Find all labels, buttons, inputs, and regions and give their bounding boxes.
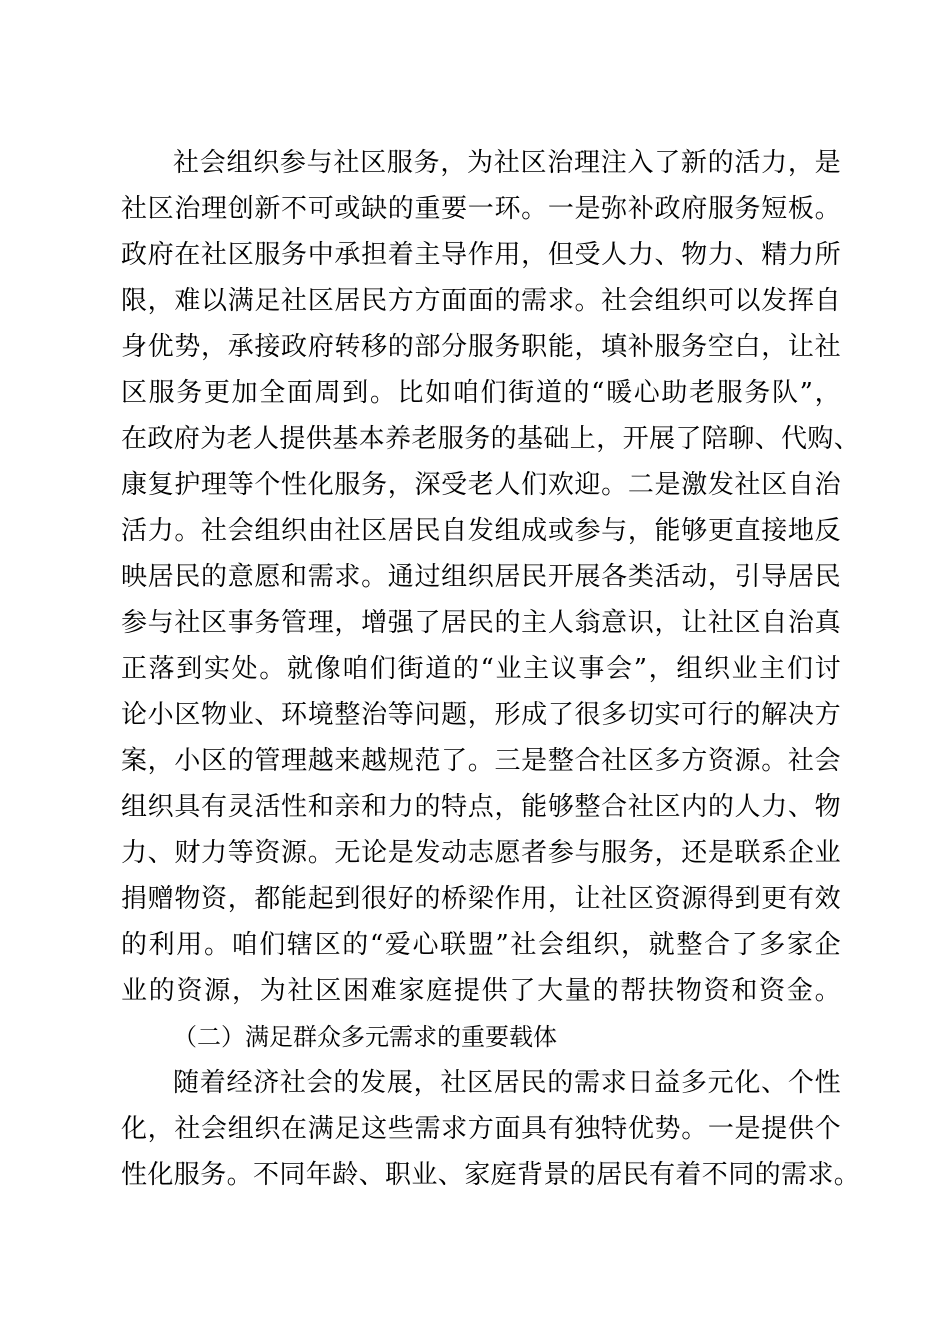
paragraph-2-line-2: 化，社会组织在满足这些需求方面具有独特优势。一是提供个 bbox=[121, 1114, 841, 1144]
paragraph-2-line-1: 随着经济社会的发展，社区居民的需求日益多元化、个性 bbox=[173, 1068, 841, 1098]
paragraph-1-line-18: 的利用。咱们辖区的“爱心联盟”社会组织，就整合了多家企 bbox=[121, 930, 841, 960]
paragraph-1-line-5: 身优势，承接政府转移的部分服务职能，填补服务空白，让社 bbox=[121, 332, 841, 362]
paragraph-1-line-8: 康复护理等个性化服务，深受老人们欢迎。二是激发社区自治 bbox=[121, 470, 841, 500]
paragraph-1-line-2: 社区治理创新不可或缺的重要一环。一是弥补政府服务短板。 bbox=[121, 194, 841, 224]
paragraph-1-line-4: 限，难以满足社区居民方方面面的需求。社会组织可以发挥自 bbox=[121, 286, 841, 316]
paragraph-1-line-7: 在政府为老人提供基本养老服务的基础上，开展了陪聊、代购、 bbox=[121, 424, 861, 454]
paragraph-1-line-9: 活力。社会组织由社区居民自发组成或参与，能够更直接地反 bbox=[121, 516, 841, 546]
paragraph-1-line-19: 业的资源，为社区困难家庭提供了大量的帮扶物资和资金。 bbox=[121, 976, 841, 1006]
paragraph-2-line-3: 性化服务。不同年龄、职业、家庭背景的居民有着不同的需求。 bbox=[121, 1160, 861, 1190]
paragraph-1-line-1: 社会组织参与社区服务，为社区治理注入了新的活力，是 bbox=[173, 148, 841, 178]
paragraph-1-line-14: 案，小区的管理越来越规范了。三是整合社区多方资源。社会 bbox=[121, 746, 841, 776]
paragraph-1-line-3: 政府在社区服务中承担着主导作用，但受人力、物力、精力所 bbox=[121, 240, 841, 270]
paragraph-1-line-17: 捐赠物资，都能起到很好的桥梁作用，让社区资源得到更有效 bbox=[121, 884, 841, 914]
paragraph-1-line-6: 区服务更加全面周到。比如咱们街道的“暖心助老服务队”， bbox=[121, 378, 841, 408]
section-heading: （二）满足群众多元需求的重要载体 bbox=[173, 1023, 557, 1051]
paragraph-1-line-11: 参与社区事务管理，增强了居民的主人翁意识，让社区自治真 bbox=[121, 608, 841, 638]
paragraph-1-line-16: 力、财力等资源。无论是发动志愿者参与服务，还是联系企业 bbox=[121, 838, 841, 868]
paragraph-1-line-10: 映居民的意愿和需求。通过组织居民开展各类活动，引导居民 bbox=[121, 562, 841, 592]
paragraph-1-line-15: 组织具有灵活性和亲和力的特点，能够整合社区内的人力、物 bbox=[121, 792, 841, 822]
paragraph-1-line-12: 正落到实处。就像咱们街道的“业主议事会”，组织业主们讨 bbox=[121, 654, 841, 684]
paragraph-1-line-13: 论小区物业、环境整治等问题，形成了很多切实可行的解决方 bbox=[121, 700, 841, 730]
